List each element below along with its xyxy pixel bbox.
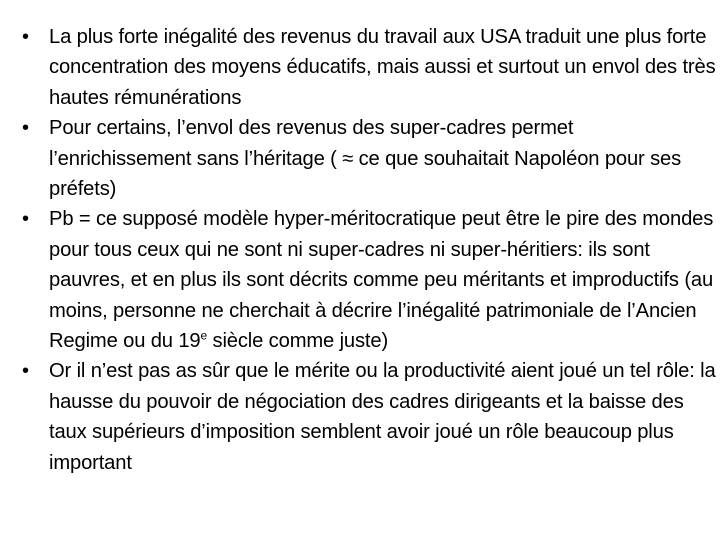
bullet-text-2: Pour certains, l’envol des revenus des super-cadres permet l’enrichissement sans l’héritage ( ≈ ce que souhaitait Napoléon pour ses préfets) xyxy=(49,117,682,201)
bullet-item-4 xyxy=(22,356,716,478)
bullet-item-3 xyxy=(22,204,716,356)
bullet-text-4: Or il n’est pas as sûr que le mérite ou la productivité aient joué un tel rôle: la hausse du pouvoir de négociation des cadres dirigeants et la baisse des taux supérieurs d’imposition semblent avoir joué un rôle beaucoup plus important xyxy=(49,360,716,474)
bullet-icon: • xyxy=(22,360,29,383)
bullet-icon: • xyxy=(22,208,29,231)
bullet-text-3-before: Pb = ce supposé modèle hyper-méritocratique peut être le pire des mondes pour tous ceux qui ne sont ni super-cadres ni super-héritiers: ils sont pauvres, et en plus ils sont décrits comme peu méritants et improductifs (au moins, personne ne cherchait à décrire l’inégalité patrimoniale de l’Ancien Regime ou du 19 xyxy=(49,208,714,353)
bullet-text-1: La plus forte inégalité des revenus du travail aux USA traduit une plus forte concentration des moyens éducatifs, mais aussi et surtout un envol des très hautes rémunérations xyxy=(49,26,716,109)
bullet-text-3 xyxy=(49,208,713,352)
bullet-text-3-after: siècle comme juste) xyxy=(207,330,389,353)
bullet-icon: • xyxy=(22,117,29,140)
bullet-list xyxy=(22,22,716,478)
century-superscript: e xyxy=(200,328,208,343)
bullet-item-2 xyxy=(22,113,716,204)
bullet-icon: • xyxy=(22,26,29,48)
bullet-item-1 xyxy=(22,22,716,113)
